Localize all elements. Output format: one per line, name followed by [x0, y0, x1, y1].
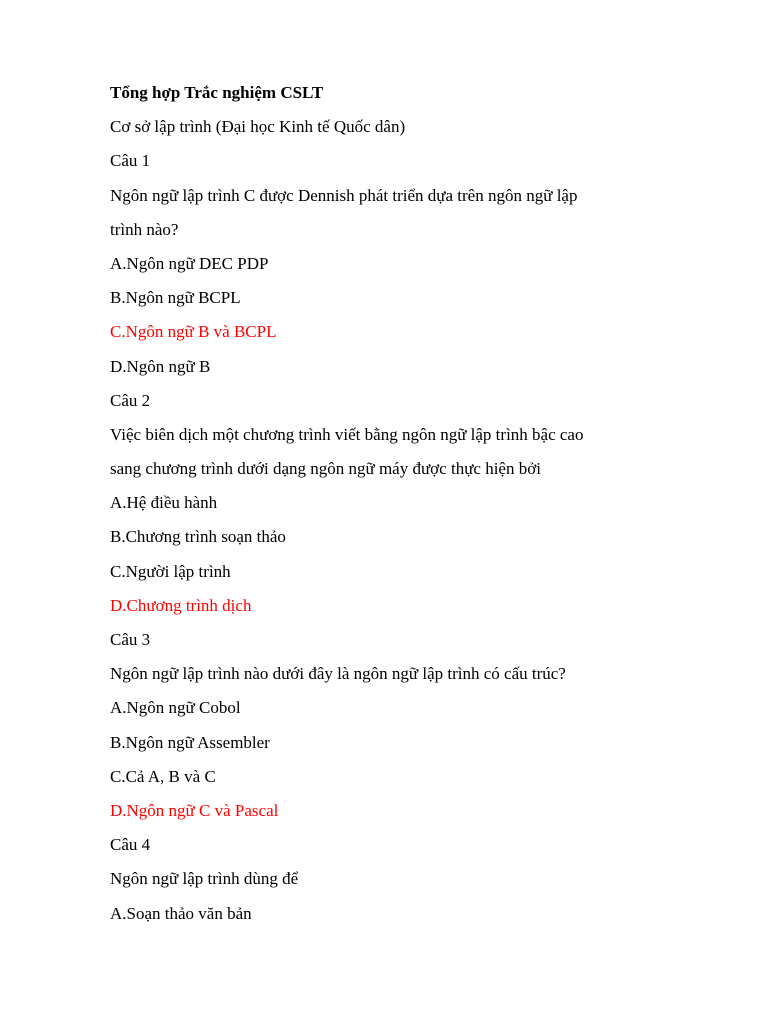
question-label: Câu 2: [110, 390, 151, 410]
document-body: [110, 81, 650, 936]
question-text: Ngôn ngữ lập trình C được Dennish phát triển dựa trên ngôn ngữ lập: [110, 185, 578, 205]
answer-option: C.Người lập trình: [110, 561, 231, 581]
answer-option: A.Hệ điều hành: [110, 493, 218, 513]
question-text: Việc biên dịch một chương trình viết bằng ngôn ngữ lập trình bậc cao: [110, 424, 584, 444]
answer-option: D.Ngôn ngữ B: [110, 356, 211, 376]
answer-option: A.Ngôn ngữ DEC PDP: [110, 253, 269, 273]
answer-option: C.Cả A, B và C: [110, 766, 216, 786]
correct-answer-option: C.Ngôn ngữ B và BCPL: [110, 322, 277, 342]
question-label: Câu 1: [110, 151, 151, 171]
answer-option: B.Ngôn ngữ Assembler: [110, 732, 270, 752]
question-text: Ngôn ngữ lập trình dùng để: [110, 869, 299, 889]
document-title: Tổng hợp Trắc nghiệm CSLT: [110, 83, 324, 102]
question-text: Ngôn ngữ lập trình nào dưới đây là ngôn ngữ lập trình có cấu trúc?: [110, 664, 566, 684]
question-label: Câu 3: [110, 630, 151, 649]
document-subtitle: Cơ sở lập trình (Đại học Kinh tế Quốc dân): [110, 117, 406, 137]
question-label: Câu 4: [110, 835, 151, 855]
correct-answer-option: D.Chương trình dịch: [110, 595, 252, 615]
question-text: trình nào?: [110, 219, 179, 239]
correct-answer-option: D.Ngôn ngữ C và Pascal: [110, 800, 279, 820]
answer-option: B.Chương trình soạn thảo: [110, 527, 286, 547]
question-text: sang chương trình dưới dạng ngôn ngữ máy được thực hiện bởi: [110, 459, 541, 479]
answer-option: B.Ngôn ngữ BCPL: [110, 288, 241, 308]
answer-option: A.Soạn thảo văn bản: [110, 903, 252, 923]
answer-option: A.Ngôn ngữ Cobol: [110, 698, 241, 718]
